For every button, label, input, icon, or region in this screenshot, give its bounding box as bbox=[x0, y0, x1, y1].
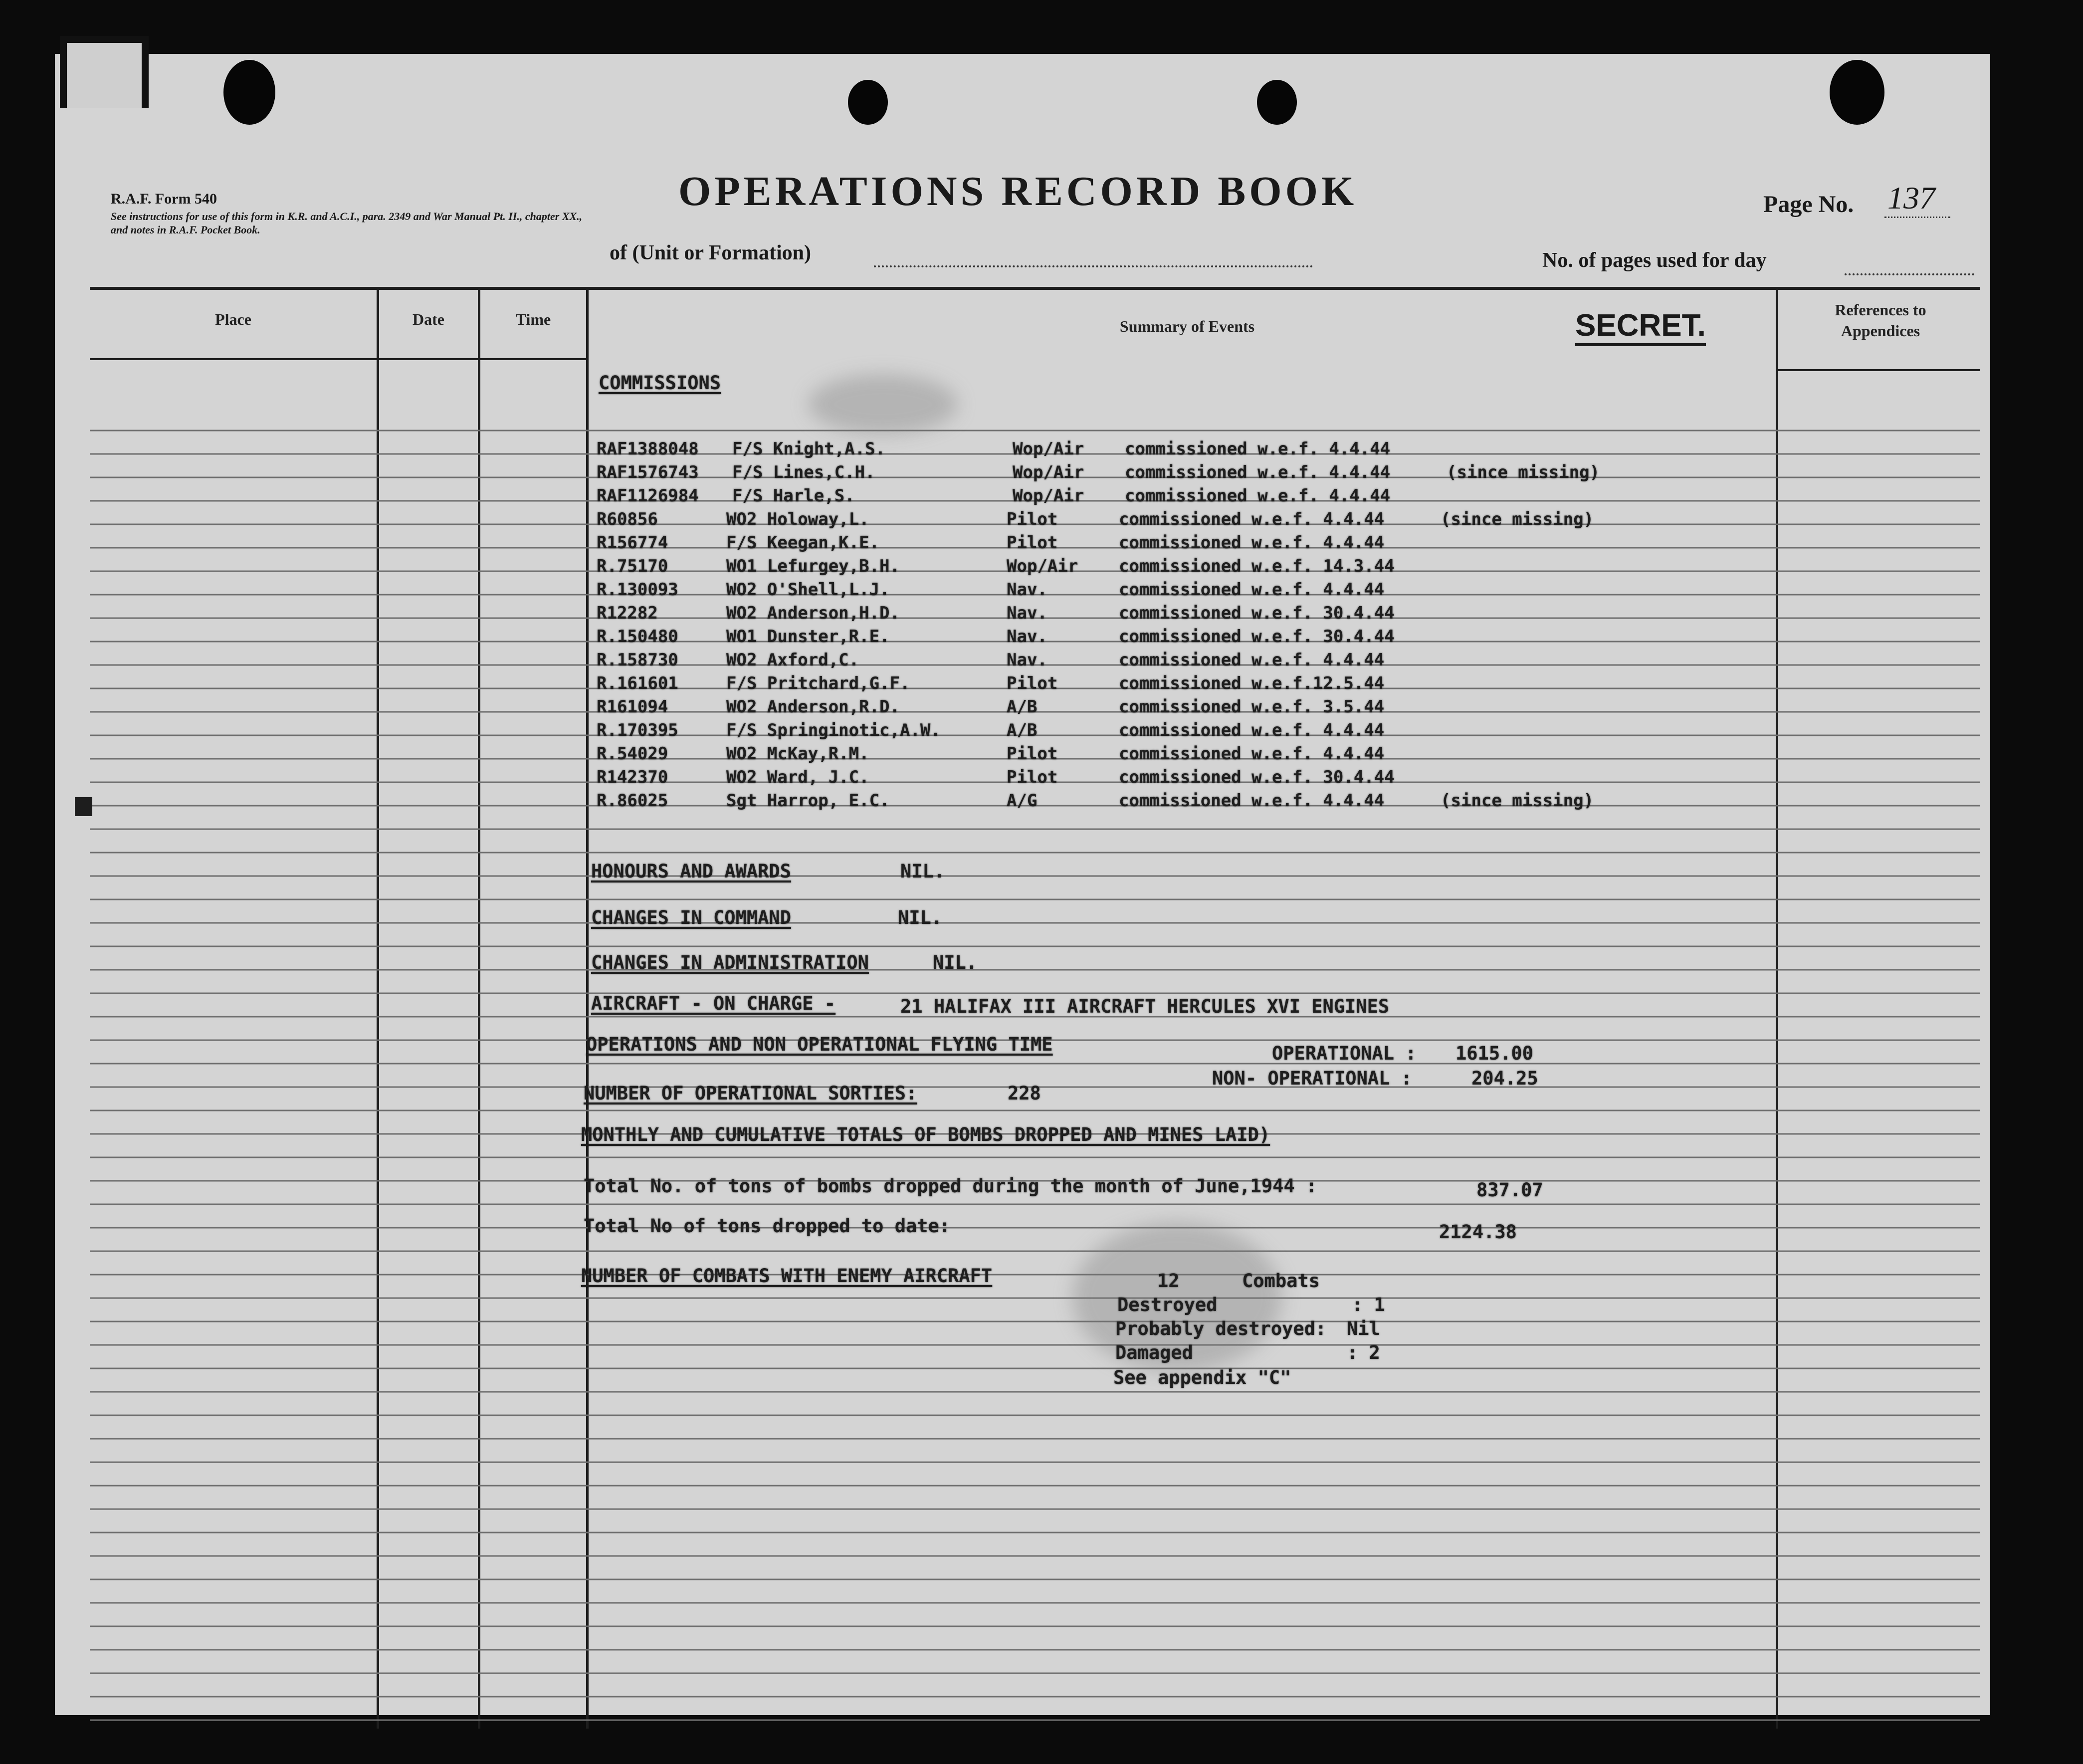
command-label: CHANGES IN COMMAND bbox=[591, 907, 791, 928]
destroyed-label: Destroyed bbox=[1117, 1294, 1218, 1316]
page-number-label: Page No. bbox=[1763, 191, 1854, 218]
commission-service-number: RAF1388048 bbox=[597, 439, 699, 459]
commission-status: commissioned w.e.f.12.5.44 bbox=[1119, 673, 1385, 693]
commission-trade: Nav. bbox=[1007, 580, 1047, 600]
unit-label: of (Unit or Formation) bbox=[610, 241, 811, 264]
commission-status: commissioned w.e.f. 3.5.44 bbox=[1119, 697, 1385, 717]
damaged-label: Damaged bbox=[1115, 1342, 1193, 1363]
form-instructions: See instructions for use of this form in K.R. and A.C.I., para. 2349 and War Manual Pt. II., chapter XX., and notes in R.A.F. Pocket Book. bbox=[111, 210, 583, 236]
non-operational-label: NON- OPERATIONAL : bbox=[1212, 1068, 1412, 1089]
pages-used-field bbox=[1845, 273, 1974, 275]
header-bottom-rule bbox=[90, 358, 589, 360]
honours-label: HONOURS AND AWARDS bbox=[591, 861, 791, 882]
operational-label: OPERATIONAL : bbox=[1272, 1043, 1417, 1064]
commission-status: commissioned w.e.f. 30.4.44 bbox=[1119, 603, 1395, 623]
commission-trade: Pilot bbox=[1007, 533, 1058, 553]
commission-status: commissioned w.e.f. 4.4.44 bbox=[1119, 509, 1385, 529]
flying-time-label: OPERATIONS AND NON OPERATIONAL FLYING TIME bbox=[586, 1034, 1053, 1055]
unit-field bbox=[874, 265, 1313, 267]
column-divider bbox=[586, 287, 589, 1729]
commission-status: commissioned w.e.f. 30.4.44 bbox=[1119, 767, 1395, 787]
commission-trade: Wop/Air bbox=[1013, 486, 1084, 506]
column-header-references: References to Appendices bbox=[1835, 301, 1926, 340]
commission-trade: A/B bbox=[1007, 720, 1038, 740]
bombs-month-value: 837.07 bbox=[1476, 1179, 1543, 1201]
punch-hole bbox=[848, 80, 888, 125]
commission-trade: A/G bbox=[1007, 791, 1038, 811]
corner-tab bbox=[60, 36, 149, 108]
commission-service-number: R12282 bbox=[597, 603, 658, 623]
commission-note: (since missing) bbox=[1441, 791, 1594, 811]
margin-mark bbox=[75, 797, 92, 816]
commission-status: commissioned w.e.f. 4.4.44 bbox=[1119, 744, 1385, 764]
column-header-place: Place bbox=[215, 310, 251, 328]
record-sheet bbox=[55, 54, 1990, 1715]
appendix-reference: See appendix "C" bbox=[1113, 1367, 1291, 1388]
commission-rank-name: WO2 Holoway,L. bbox=[726, 509, 869, 529]
commission-trade: Nav. bbox=[1007, 627, 1047, 647]
commission-trade: Wop/Air bbox=[1007, 556, 1078, 576]
paper-smudge bbox=[808, 374, 958, 434]
bombs-to-date-label: Total No of tons dropped to date: bbox=[584, 1215, 951, 1237]
commission-rank-name: Sgt Harrop, E.C. bbox=[726, 791, 890, 811]
commission-rank-name: F/S Lines,C.H. bbox=[732, 462, 875, 482]
combats-count-label: Combats bbox=[1242, 1270, 1320, 1292]
commission-note: (since missing) bbox=[1447, 462, 1600, 482]
commission-status: commissioned w.e.f. 4.4.44 bbox=[1119, 580, 1385, 600]
punch-hole bbox=[1257, 80, 1297, 125]
sorties-value: 228 bbox=[1008, 1083, 1041, 1104]
commission-trade: A/B bbox=[1007, 697, 1038, 717]
commission-rank-name: F/S Knight,A.S. bbox=[732, 439, 886, 459]
probably-value: Nil bbox=[1347, 1318, 1380, 1339]
pages-used-label: No. of pages used for day bbox=[1542, 249, 1767, 272]
commission-service-number: R156774 bbox=[597, 533, 668, 553]
commission-status: commissioned w.e.f. 4.4.44 bbox=[1119, 533, 1385, 553]
commission-status: commissioned w.e.f. 4.4.44 bbox=[1125, 439, 1391, 459]
commission-status: commissioned w.e.f. 14.3.44 bbox=[1119, 556, 1395, 576]
command-value: NIL. bbox=[898, 907, 943, 928]
commission-status: commissioned w.e.f. 30.4.44 bbox=[1119, 627, 1395, 647]
commission-rank-name: F/S Keegan,K.E. bbox=[726, 533, 880, 553]
commission-trade: Wop/Air bbox=[1013, 439, 1084, 459]
page-title: OPERATIONS RECORD BOOK bbox=[678, 168, 1358, 215]
commission-service-number: R142370 bbox=[597, 767, 668, 787]
commission-service-number: R.150480 bbox=[597, 627, 678, 647]
destroyed-value: : 1 bbox=[1352, 1294, 1385, 1316]
column-header-time: Time bbox=[515, 310, 551, 328]
commission-rank-name: F/S Harle,S. bbox=[732, 486, 855, 506]
non-operational-value: 204.25 bbox=[1471, 1068, 1538, 1089]
commission-rank-name: F/S Springinotic,A.W. bbox=[726, 720, 941, 740]
commission-service-number: R.130093 bbox=[597, 580, 678, 600]
commissions-heading: COMMISSIONS bbox=[599, 372, 721, 394]
column-divider bbox=[478, 287, 480, 1729]
commission-rank-name: WO2 Anderson,R.D. bbox=[726, 697, 900, 717]
commission-service-number: R.170395 bbox=[597, 720, 678, 740]
secret-stamp: SECRET. bbox=[1575, 308, 1706, 346]
commission-service-number: R.158730 bbox=[597, 650, 678, 670]
commission-rank-name: WO2 O'Shell,L.J. bbox=[726, 580, 890, 600]
aircraft-label: AIRCRAFT - ON CHARGE - bbox=[591, 993, 836, 1014]
commission-note: (since missing) bbox=[1441, 509, 1594, 529]
administration-label: CHANGES IN ADMINISTRATION bbox=[591, 952, 869, 973]
combats-label: NUMBER OF COMBATS WITH ENEMY AIRCRAFT bbox=[581, 1265, 993, 1287]
commission-service-number: R161094 bbox=[597, 697, 668, 717]
commission-rank-name: WO1 Dunster,R.E. bbox=[726, 627, 890, 647]
commission-trade: Wop/Air bbox=[1013, 462, 1084, 482]
bombs-month-label: Total No. of tons of bombs dropped during the month of June,1944 : bbox=[584, 1175, 1317, 1197]
sorties-label: NUMBER OF OPERATIONAL SORTIES: bbox=[584, 1083, 917, 1104]
commission-trade: Pilot bbox=[1007, 509, 1058, 529]
commission-rank-name: F/S Pritchard,G.F. bbox=[726, 673, 910, 693]
commission-status: commissioned w.e.f. 4.4.44 bbox=[1125, 462, 1391, 482]
operational-value: 1615.00 bbox=[1456, 1043, 1533, 1064]
administration-value: NIL. bbox=[933, 952, 978, 973]
commission-status: commissioned w.e.f. 4.4.44 bbox=[1119, 650, 1385, 670]
form-number: R.A.F. Form 540 bbox=[111, 191, 217, 207]
punch-hole bbox=[1830, 60, 1884, 125]
bombs-to-date-value: 2124.38 bbox=[1439, 1221, 1517, 1243]
commission-status: commissioned w.e.f. 4.4.44 bbox=[1119, 720, 1385, 740]
commission-service-number: RAF1576743 bbox=[597, 462, 699, 482]
column-header-date: Date bbox=[413, 310, 444, 328]
column-header-summary: Summary of Events bbox=[1119, 317, 1255, 335]
page-number-value: 137 bbox=[1884, 180, 1950, 218]
commission-trade: Pilot bbox=[1007, 767, 1058, 787]
punch-hole bbox=[223, 60, 275, 125]
commission-trade: Nav. bbox=[1007, 603, 1047, 623]
commission-service-number: RAF1126984 bbox=[597, 486, 699, 506]
commission-service-number: R.86025 bbox=[597, 791, 668, 811]
commission-trade: Pilot bbox=[1007, 673, 1058, 693]
commission-trade: Nav. bbox=[1007, 650, 1047, 670]
commission-rank-name: WO2 Ward, J.C. bbox=[726, 767, 869, 787]
bombs-heading: MONTHLY AND CUMULATIVE TOTALS OF BOMBS DROPPED AND MINES LAID) bbox=[581, 1124, 1270, 1145]
commission-service-number: R.54029 bbox=[597, 744, 668, 764]
commission-rank-name: WO2 Axford,C. bbox=[726, 650, 859, 670]
commission-service-number: R60856 bbox=[597, 509, 658, 529]
header-bottom-rule bbox=[1778, 369, 1980, 371]
commission-rank-name: WO2 Anderson,H.D. bbox=[726, 603, 900, 623]
table-top-rule bbox=[90, 287, 1980, 290]
column-divider bbox=[377, 287, 379, 1729]
probably-label: Probably destroyed: bbox=[1115, 1318, 1327, 1339]
commission-status: commissioned w.e.f. 4.4.44 bbox=[1119, 791, 1385, 811]
damaged-value: : 2 bbox=[1347, 1342, 1380, 1363]
commission-service-number: R.161601 bbox=[597, 673, 678, 693]
commission-status: commissioned w.e.f. 4.4.44 bbox=[1125, 486, 1391, 506]
commission-trade: Pilot bbox=[1007, 744, 1058, 764]
combats-count: 12 bbox=[1157, 1270, 1180, 1292]
honours-value: NIL. bbox=[900, 861, 945, 882]
commission-service-number: R.75170 bbox=[597, 556, 668, 576]
commission-rank-name: WO1 Lefurgey,B.H. bbox=[726, 556, 900, 576]
aircraft-value: 21 HALIFAX III AIRCRAFT HERCULES XVI ENGINES bbox=[900, 996, 1390, 1017]
column-divider bbox=[1776, 287, 1778, 1729]
commission-rank-name: WO2 McKay,R.M. bbox=[726, 744, 869, 764]
